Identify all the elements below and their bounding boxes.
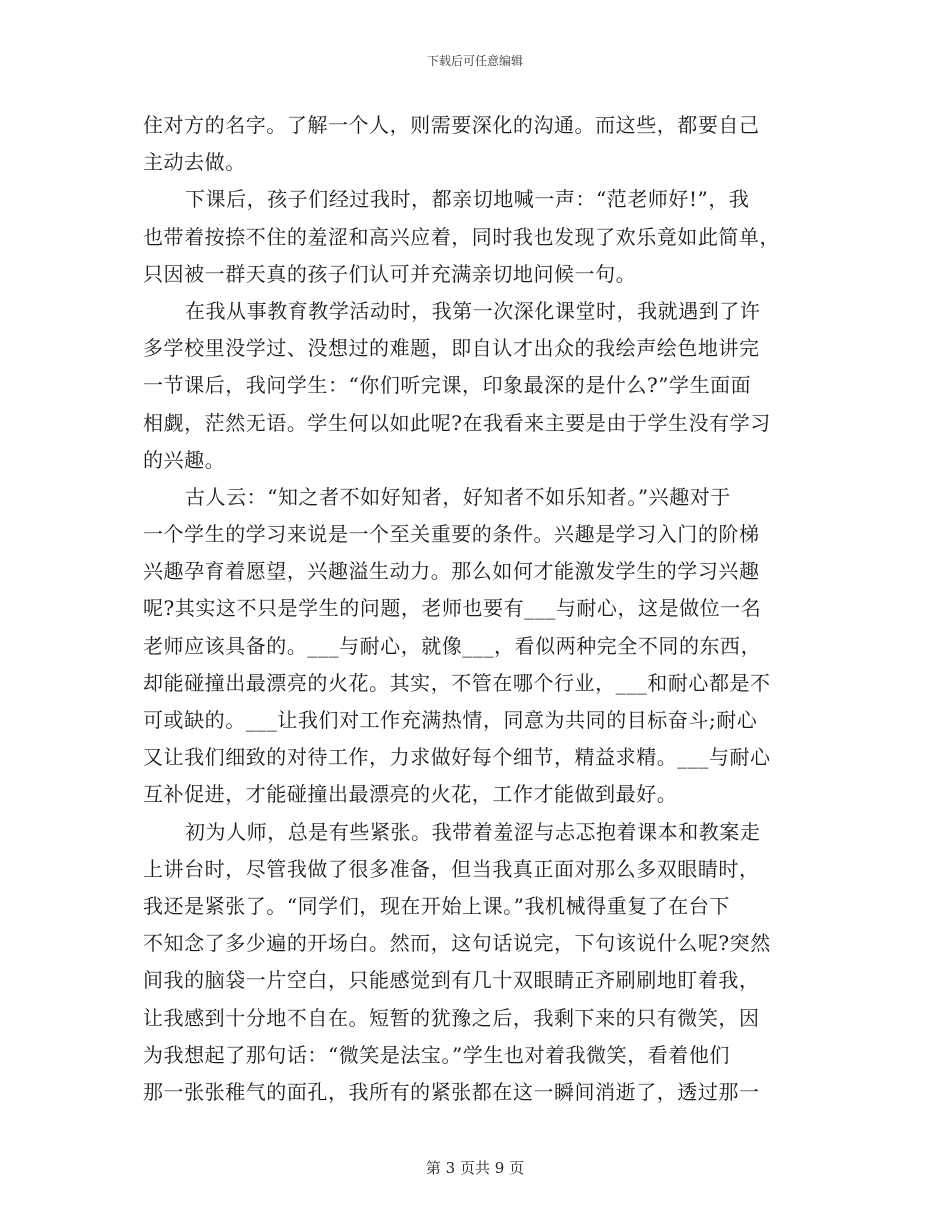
text-line: 老师应该具备的。___与耐心，就像___，看似两种完全不同的东西， (143, 633, 762, 658)
text-line: 在我从事教育教学活动时，我第一次深化课堂时，我就遇到了许 (185, 298, 761, 323)
text-line: 多学校里没学过、没想过的难题，即自认才出众的我绘声绘色地讲完 (143, 336, 760, 361)
text-line: 让我感到十分地不自在。短暂的犹豫之后，我剩下来的只有微笑，因 (143, 1005, 760, 1030)
text-line: 那一张张稚气的面孔，我所有的紧张都在这一瞬间消逝了，透过那一 (143, 1079, 760, 1104)
text-line: 也带着按捺不住的羞涩和高兴应着，同时我也发现了欢乐竟如此简单， (143, 224, 781, 249)
text-line: 我还是紧张了。“同学们，现在开始上课。”我机械得重复了在台下 (143, 893, 730, 918)
text-line: 互补促进，才能碰撞出最漂亮的火花，工作才能做到最好。 (143, 782, 678, 807)
document-body (143, 107, 807, 1111)
text-line: 不知念了多少遍的开场白。然而，这句话说完，下句该说什么呢?突然 (143, 931, 771, 956)
text-line: 下课后，孩子们经过我时，都亲切地喊一声：“范老师好!”，我 (185, 187, 750, 212)
text-line: 又让我们细致的对待工作，力求做好每个细节，精益求精。___与耐心 (143, 745, 771, 770)
text-line: 间我的脑袋一片空白，只能感觉到有几十双眼睛正齐刷刷地盯着我， (143, 968, 760, 993)
text-line: 兴趣孕育着愿望，兴趣溢生动力。那么如何才能激发学生的学习兴趣 (143, 559, 760, 584)
text-line: 古人云：“知之者不如好知者，好知者不如乐知者。”兴趣对于 (185, 484, 731, 509)
text-line: 初为人师，总是有些紧张。我带着羞涩与忐忑抱着课本和教案走 (185, 819, 761, 844)
text-line: 一个学生的学习来说是一个至关重要的条件。兴趣是学习入门的阶梯 (143, 522, 760, 547)
text-line: 住对方的名字。了解一个人，则需要深化的沟通。而这些，都要自己 (143, 113, 760, 137)
text-line: 的兴趣。 (143, 447, 226, 472)
page-footer: 第 3 页共 9 页 (425, 1159, 525, 1177)
text-line: 上讲台时，尽管我做了很多准备，但当我真正面对那么多双眼睛时， (143, 856, 760, 881)
text-line: 可或缺的。___让我们对工作充满热情，同意为共同的目标奋斗;耐心 (143, 708, 758, 732)
text-line: 只因被一群天真的孩子们认可并充满亲切地问候一句。 (143, 261, 637, 286)
text-line: 呢?其实这不只是学生的问题，老师也要有___与耐心，这是做位一名 (143, 596, 762, 621)
text-line: 主动去做。 (143, 150, 246, 175)
text-line: 一节课后，我问学生：“你们听完课，印象最深的是什么?”学生面面 (143, 373, 752, 398)
text-line: 相觑，茫然无语。学生何以如此呢?在我看来主要是由于学生没有学习 (143, 410, 771, 435)
text-line: 为我想起了那句话：“微笑是法宝。”学生也对着我微笑，看着他们 (143, 1042, 730, 1067)
text-line: 却能碰撞出最漂亮的火花。其实，不管在哪个行业，___和耐心都是不 (143, 670, 771, 695)
page-header: 下载后可任意编辑 (426, 54, 523, 68)
